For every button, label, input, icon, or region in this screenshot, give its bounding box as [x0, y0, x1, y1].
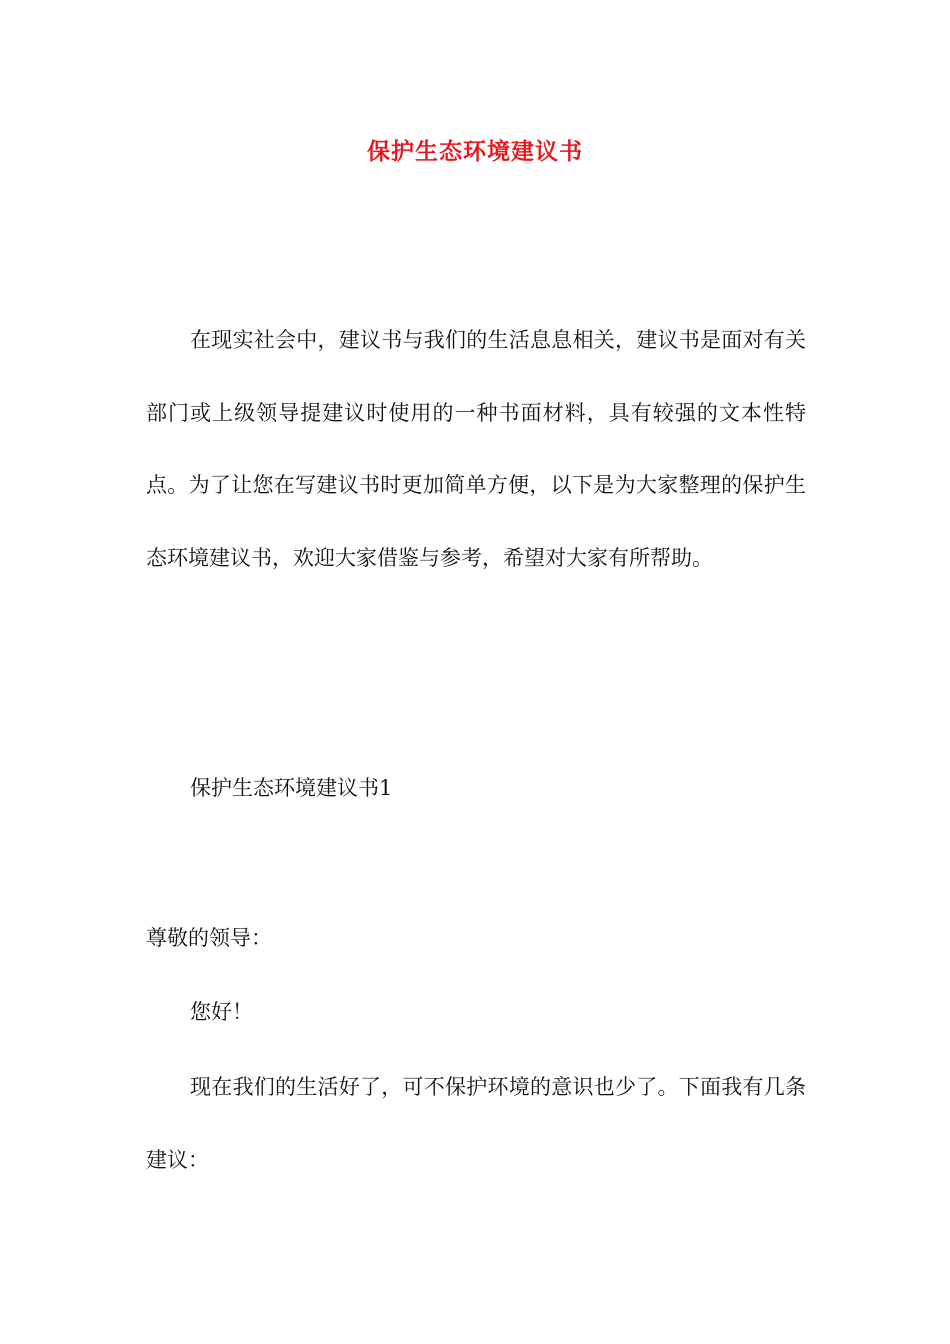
greeting: 您好！ [190, 1000, 253, 1024]
salutation: 尊敬的领导： [146, 926, 272, 950]
document-title: 保护生态环境建议书 [367, 138, 583, 165]
intro-paragraph: 在现实社会中，建议书与我们的生活息息相关，建议书是面对有关部门或上级领导提建议时使用的一种书面材料，具有较强的文本性特点。为了让您在写建议书时更加简单方便，以下是为大家整理的保护生态环境建议书，欢迎大家借鉴与参考，希望对大家有所帮助。 [146, 328, 806, 570]
body-paragraph: 现在我们的生活好了，可不保护环境的意识也少了。下面我有几条建议： [146, 1075, 806, 1172]
section-heading: 保护生态环境建议书1 [190, 776, 393, 800]
